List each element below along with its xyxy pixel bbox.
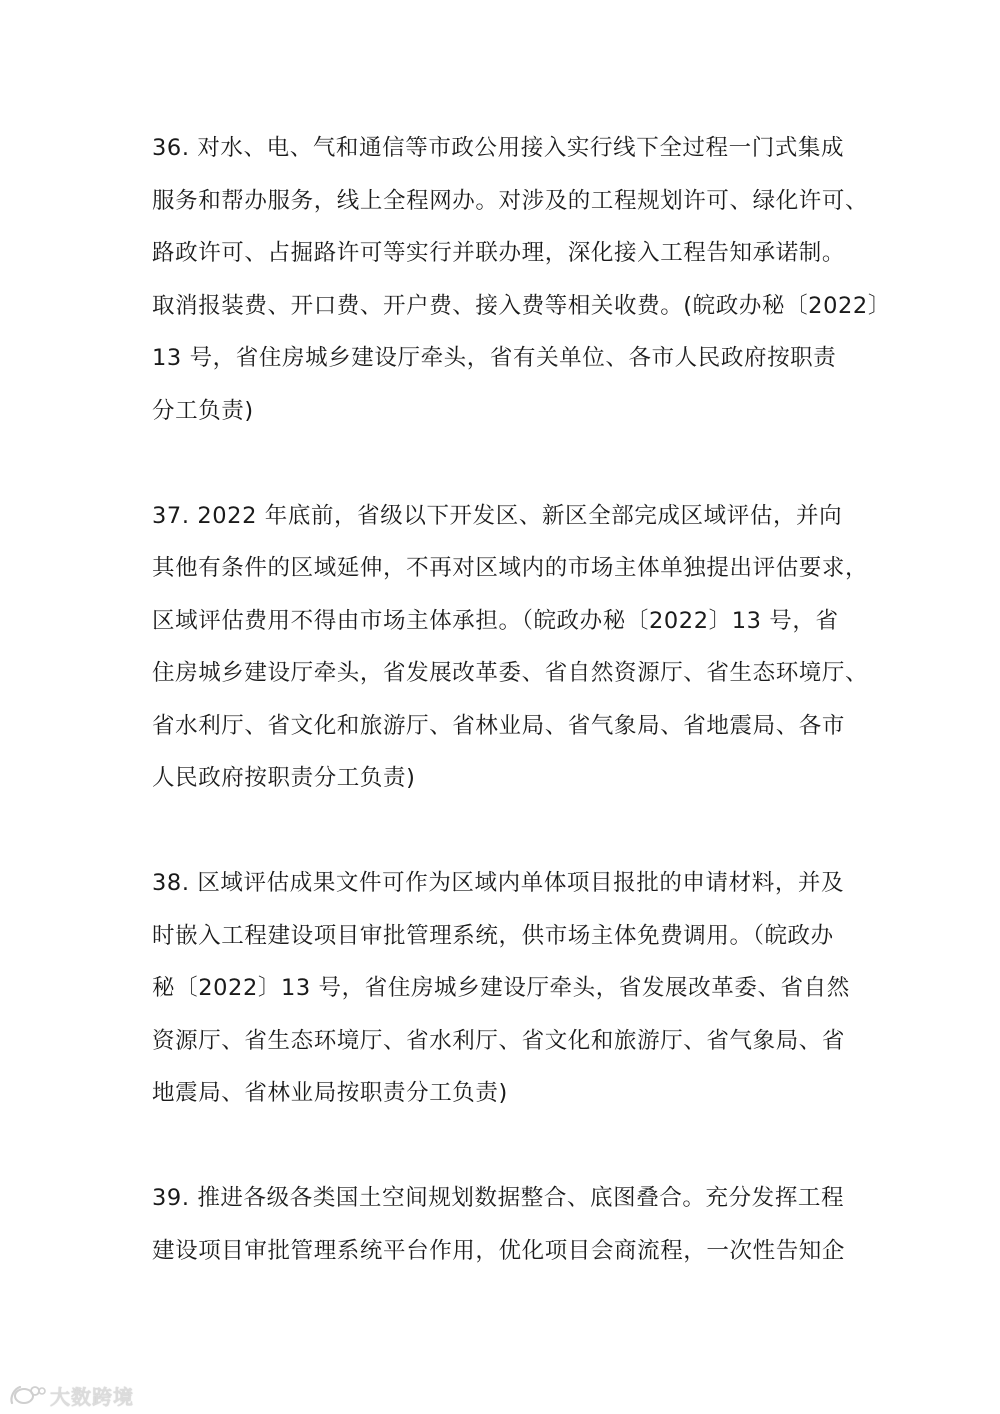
text-line: 38. 区域评估成果文件可作为区域内单体项目报批的申请材料，并及 bbox=[152, 870, 845, 896]
text-line: 人民政府按职责分工负责) bbox=[152, 765, 416, 791]
text-line: 省水利厅、省文化和旅游厅、省林业局、省气象局、省地震局、各市 bbox=[152, 712, 846, 739]
text-line: 资源厅、省生态环境厅、省水利厅、省文化和旅游厅、省气象局、省 bbox=[152, 1027, 846, 1054]
text-line: 取消报装费、开口费、开户费、接入费等相关收费。(皖政办秘〔2022〕 bbox=[152, 292, 891, 319]
text-line: 39. 推进各级各类国土空间规划数据整合、底图叠合。充分发挥工程 bbox=[152, 1185, 845, 1211]
text-line: 分工负责) bbox=[152, 397, 254, 424]
paragraph-spacer bbox=[152, 1120, 852, 1173]
text-line: 时嵌入工程建设项目审批管理系统，供市场主体免费调用。（皖政办 bbox=[152, 922, 834, 949]
paragraph-38 bbox=[152, 857, 852, 1120]
text-line: 秘〔2022〕13 号，省住房城乡建设厅牵头，省发展改革委、省自然 bbox=[152, 975, 850, 1001]
text-line: 住房城乡建设厅牵头，省发展改革委、省自然资源厅、省生态环境厅、 bbox=[152, 660, 869, 686]
text-line: 建设项目审批管理系统平台作用，优化项目会商流程，一次性告知企 bbox=[152, 1237, 846, 1264]
text-line: 36. 对水、电、气和通信等市政公用接入实行线下全过程一门式集成 bbox=[152, 135, 845, 161]
text-line: 地震局、省林业局按职责分工负责) bbox=[152, 1080, 508, 1106]
watermark-text: 大数跨境 bbox=[50, 1384, 134, 1409]
weibo-logo-icon bbox=[8, 1383, 46, 1407]
watermark bbox=[8, 1381, 134, 1409]
paragraph-37 bbox=[152, 490, 869, 805]
text-line: 区域评估费用不得由市场主体承担。（皖政办秘〔2022〕13 号，省 bbox=[152, 607, 839, 634]
paragraph-36 bbox=[152, 122, 891, 437]
text-line: 37. 2022 年底前，省级以下开发区、新区全部完成区域评估，并向 bbox=[152, 502, 843, 529]
text-line: 服务和帮办服务，线上全程网办。对涉及的工程规划许可、绿化许可、 bbox=[152, 187, 869, 214]
paragraph-39 bbox=[152, 1172, 852, 1277]
text-line: 13 号，省住房城乡建设厅牵头，省有关单位、各市人民政府按职责 bbox=[152, 345, 837, 371]
paragraph-spacer bbox=[152, 437, 852, 490]
text-line: 其他有条件的区域延伸，不再对区域内的市场主体单独提出评估要求， bbox=[152, 555, 869, 581]
document-page bbox=[152, 122, 891, 1277]
text-line: 路政许可、占掘路许可等实行并联办理，深化接入工程告知承诺制。 bbox=[152, 240, 846, 266]
paragraph-spacer bbox=[152, 805, 852, 858]
